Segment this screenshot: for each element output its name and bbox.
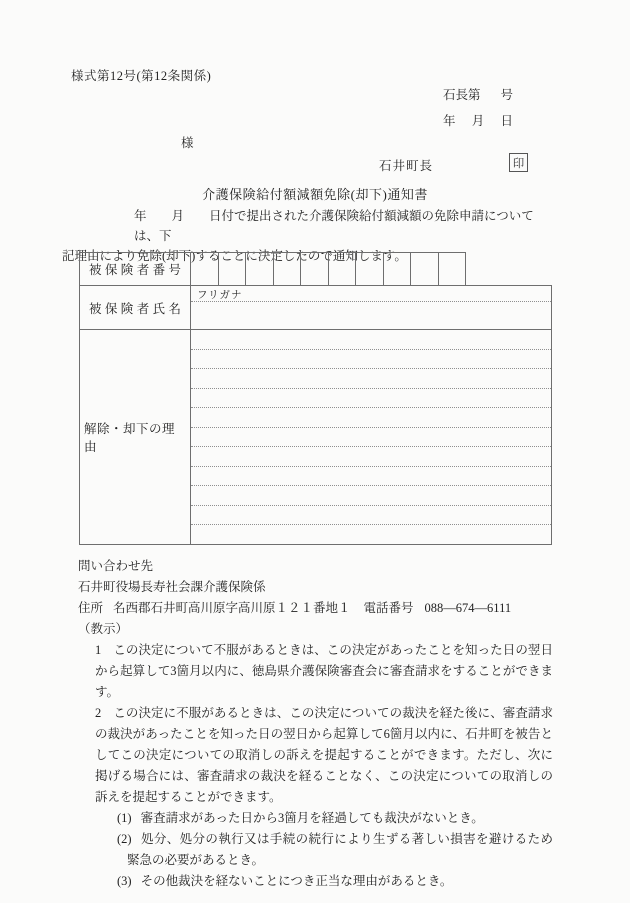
address-line (62, 598, 553, 619)
insured-number-digit-cell (384, 253, 412, 285)
insured-number-label: 被保険者番号 (89, 263, 181, 277)
seal-char: 印 (512, 157, 525, 170)
reason-blank-line (191, 350, 551, 370)
notice-subitem-1-text: 審査請求があった日から3箇月を経過しても裁決がないとき。 (140, 811, 484, 825)
notice-item-1 (62, 640, 553, 703)
insured-number-digit-cell (301, 253, 329, 285)
contact-heading: 問い合わせ先 (78, 559, 154, 573)
notice-subitem-1 (62, 808, 553, 829)
phone-value: 088―674―6111 (424, 601, 512, 615)
insured-name-input-area (191, 286, 551, 329)
document-number-line (443, 85, 513, 103)
insured-number-digit-cell (219, 253, 247, 285)
address-value: 名西郡石井町高川原字高川原１２１番地１ (113, 601, 351, 615)
reason-blank-line (191, 506, 551, 526)
insured-name-row (79, 285, 552, 330)
opening-paragraph-line1: 年 月 日付で提出された介護保険給付額減額の免除申請については、下 (134, 209, 534, 243)
contact-department: 石井町役場長寿社会課介護保険係 (78, 580, 266, 594)
notice-subitem-2-text: 処分、処分の執行又は手続の続行により生ずる著しい損害を避けるため緊急の必要があるとき。 (127, 832, 553, 867)
form-number: 様式第12号(第12条関係) (71, 69, 212, 83)
notice-item-2-text: この決定に不服があるときは、この決定についての裁決を経た後に、審査請求の裁決があったことを知った日の翌日から起算して6箇月以内に、石井町を被告としてこの決定についての取消しの訴えを提起することができます。ただし、次に掲げる場合には、審査請求の裁決を経ることなく、この決定についての取消しの訴えを提起することができます。 (95, 706, 553, 804)
date-year-label: 年 (443, 114, 456, 128)
insured-number-digit-cell (191, 253, 219, 285)
insured-name-label: 被保険者氏名 (89, 301, 181, 316)
insured-number-digit-cell (246, 253, 274, 285)
document-number-suffix: 号 (500, 88, 513, 102)
notice-table (79, 252, 552, 545)
notice-subitem-3-text: その他裁決を経ないことにつき正当な理由があるとき。 (140, 874, 453, 888)
insured-number-row (79, 252, 466, 285)
issuer-title: 石井町長 (379, 159, 434, 173)
insured-number-digit-cell (329, 253, 357, 285)
insured-number-digit-cell (356, 253, 384, 285)
notice-item-1-text: この決定について不服があるときは、この決定があったことを知った日の翌日から起算して3箇月以内に、徳島県介護保険審査会に審査請求をすることができます。 (95, 643, 553, 699)
date-month-label: 月 (471, 114, 485, 128)
document-number-prefix: 石長第 (443, 88, 481, 102)
insured-name-label-cell (80, 286, 191, 329)
reason-blank-line (191, 369, 551, 389)
addressee-honorific: 様 (181, 136, 194, 150)
notice-subitem-2-marker: (2) (117, 832, 132, 846)
reason-label: 解除・却下の理由 (84, 422, 176, 454)
address-label: 住所 (78, 601, 104, 615)
reason-blank-line (191, 428, 551, 448)
reason-blank-line (191, 408, 551, 428)
insured-name-blank-field (191, 302, 551, 329)
date-day-label: 日 (500, 114, 513, 128)
reason-blank-line (191, 525, 551, 544)
reason-blank-line (191, 486, 551, 506)
furigana-label: フリガナ (191, 286, 551, 302)
reason-row (79, 330, 552, 545)
reason-blank-line (191, 467, 551, 487)
insured-number-digit-cell (411, 253, 439, 285)
insured-number-digit-cell (274, 253, 302, 285)
issue-date-line (443, 111, 513, 129)
reason-blank-line (191, 330, 551, 350)
insured-number-cells (191, 253, 465, 285)
notice-item-1-marker: 1 (95, 643, 102, 657)
notice-item-2-marker: 2 (95, 706, 102, 720)
seal-stamp-placeholder (509, 153, 528, 172)
notice-subitem-2 (62, 829, 553, 871)
reason-label-cell (80, 330, 191, 544)
reason-blank-line (191, 447, 551, 467)
phone-label: 電話番号 (363, 601, 414, 615)
notice-item-2 (62, 703, 553, 808)
notice-subitem-3-marker: (3) (117, 874, 132, 888)
reason-lines-area (191, 330, 551, 544)
notice-subitem-3 (62, 871, 553, 892)
notice-subitem-1-marker: (1) (117, 811, 132, 825)
footer-block (62, 556, 553, 892)
opening-paragraph-line2: 記理由により免除(却下)することに決定したので通知します。 (62, 249, 407, 263)
reason-blank-line (191, 389, 551, 409)
insured-number-label-cell (80, 253, 191, 285)
notice-heading: （教示） (78, 622, 129, 636)
insured-number-digit-cell (439, 253, 466, 285)
document-title: 介護保険給付額減額免除(却下)通知書 (202, 187, 428, 202)
